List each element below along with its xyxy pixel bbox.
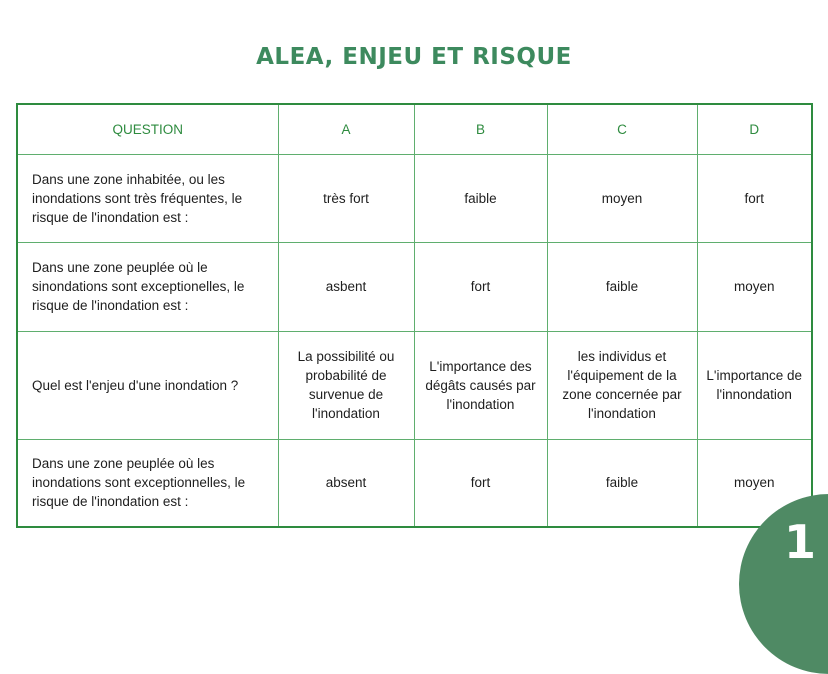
option-b-cell: L'importance des dégâts causés par l'inondation [414,331,547,439]
header-b: B [414,104,547,154]
option-d-cell: fort [697,154,812,242]
question-cell: Quel est l'enjeu d'une inondation ? [17,331,278,439]
option-c-cell: les individus et l'équipement de la zone concernée par l'inondation [547,331,697,439]
option-a-cell: asbent [278,242,414,331]
option-b-cell: faible [414,154,547,242]
header-question: QUESTION [17,104,278,154]
option-b-cell: fort [414,242,547,331]
table-header-row [17,104,812,154]
page-title: ALEA, ENJEU ET RISQUE [256,44,572,70]
header-a: A [278,104,414,154]
table-row [17,331,812,439]
option-a-cell: absent [278,439,414,527]
question-cell: Dans une zone peuplée où les inondations sont exceptionnelles, le risque de l'inondation est : [17,439,278,527]
option-d-cell: L'importance de l'innondation [697,331,812,439]
header-d: D [697,104,812,154]
question-cell: Dans une zone inhabitée, ou les inondations sont très fréquentes, le risque de l'inondation est : [17,154,278,242]
option-a-cell: La possibilité ou probabilité de survenue de l'inondation [278,331,414,439]
option-a-cell: très fort [278,154,414,242]
quiz-table [16,103,813,528]
table-row [17,154,812,242]
option-c-cell: faible [547,439,697,527]
question-cell: Dans une zone peuplée où le sinondations sont exceptionelles, le risque de l'inondation est : [17,242,278,331]
option-b-cell: fort [414,439,547,527]
option-d-cell: moyen [697,439,812,527]
page-number: 1 [783,515,816,569]
header-c: C [547,104,697,154]
table-row [17,242,812,331]
option-c-cell: faible [547,242,697,331]
option-c-cell: moyen [547,154,697,242]
option-d-cell: moyen [697,242,812,331]
table-row [17,439,812,527]
